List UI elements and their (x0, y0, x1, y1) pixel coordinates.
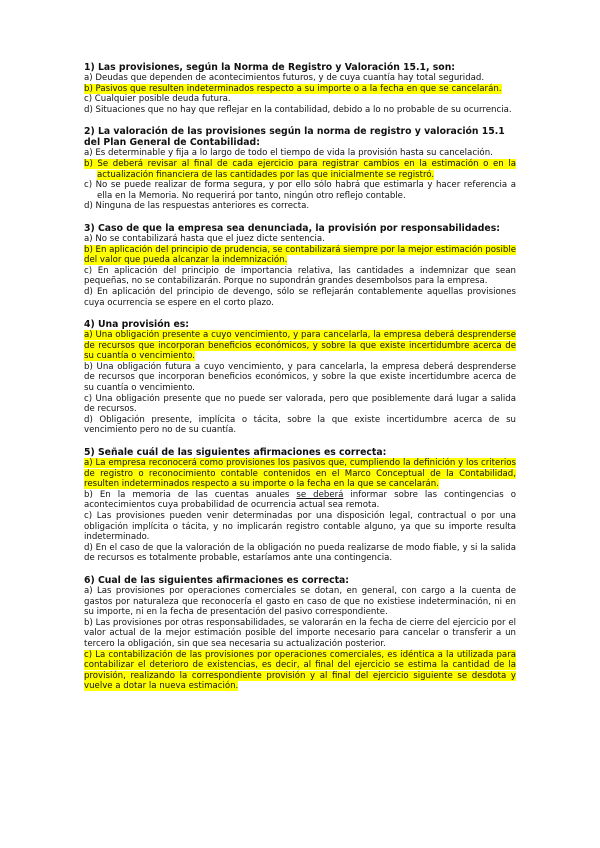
answer-option-highlighted: a) Una obligación presente a cuyo vencimiento, y para cancelarla, la empresa deberá desprenderse de recursos que incorporan beneficios económicos, y sobre la que existe incertidumbre acerca de su cuantía o vencimiento. (84, 330, 516, 362)
question-5 (84, 447, 516, 564)
question-title: 2) La valoración de las provisiones según la norma de registro y valoración 15.1 del Plan General de Contabilidad: (84, 126, 505, 149)
answer-option-highlighted: b) Se deberá revisar al final de cada ejercicio para registrar cambios en la estimación o en la actualización financiera de las cantidades por las que inicialmente se registró. (84, 158, 516, 180)
question-title: 3) Caso de que la empresa sea denunciada, la provisión por responsabilidades: (84, 222, 500, 234)
answer-option: a) Deudas que dependen de acontecimientos futuros, y de cuya cuantía hay total seguridad. (84, 73, 485, 83)
answer-option: b) En la memoria de las cuentas anuales se deberá informar sobre las contingencias o acontecimientos cuya probabilidad de ocurrencia actual sea remota. (84, 489, 517, 511)
question-title: 6) Cual de las siguientes afirmaciones es correcta: (84, 574, 350, 586)
answer-option-highlighted: a) La empresa reconocerá como provisiones los pasivos que, cumpliendo la definición y los criterios de registro o reconocimiento contable contenidos en el Marco Conceptual de la Contabilidad, resulten indeterminados respecto a su importe o la fecha en la que se cancelarán. (84, 458, 516, 490)
document-page (84, 62, 516, 703)
answer-option: d) Ninguna de las respuestas anteriores es correcta. (84, 201, 310, 212)
answer-option-highlighted: c) La contabilización de las provisiones por operaciones comerciales, es idéntica a la utilizada para contabilizar el deterioro de existencias, es decir, al final del ejercicio se estima la cantidad de la provisión, realizando la correspondiente provisión y al final del ejercicio siguiente se desdota y vuelve a dotar la nueva estimación. (84, 649, 516, 692)
answer-option-highlighted: b) Pasivos que resulten indeterminados respecto a su importe o a la fecha en que se cancelarán. (84, 83, 502, 94)
question-4 (84, 319, 516, 436)
question-1 (84, 62, 516, 115)
answer-option: c) Las provisiones pueden venir determinadas por una disposición legal, contractual o por una obligación implícita o tácita, y no implicarán registro contable alguno, ya que su importe resulta indeterminado. (84, 511, 516, 543)
question-2 (84, 126, 516, 212)
answer-option: d) En el caso de que la valoración de la obligación no pueda realizarse de modo fiable, y si la salida de recursos es totalmente probable, estaríamos ante una contingencia. (84, 542, 516, 564)
answer-option: a) Es determinable y fija a lo largo de todo el tiempo de vida la provisión hasta su cancelación. (84, 148, 493, 159)
answer-option: d) Obligación presente, implícita o tácita, sobre la que existe incertidumbre acerca de su vencimiento pero no de su cuantía. (84, 414, 516, 436)
answer-option: b) Una obligación futura a cuyo vencimiento, y para cancelarla, la empresa deberá desprenderse de recursos que incorporan beneficios económicos, y sobre la que existe incertidumbre acerca de su cuantía o vencimiento. (84, 361, 516, 394)
question-title: 5) Señale cuál de las siguientes afirmaciones es correcta: (84, 447, 387, 459)
question-6 (84, 575, 516, 692)
question-3 (84, 223, 516, 308)
answer-option: c) No se puede realizar de forma segura, y por ello sólo habrá que estimarla y hacer referencia a ella en la Memoria. No requerirá por tanto, ningún otro reflejo contable. (84, 180, 516, 201)
answer-option: c) En aplicación del principio de importancia relativa, las cantidades a indemnizar que sean pequeñas, no se contabilizarán. Porque no supondrán grandes desembolsos para la empresa. (84, 265, 516, 287)
question-title: 1) Las provisiones, según la Norma de Registro y Valoración 15.1, son: (84, 62, 456, 73)
answer-option: a) Las provisiones por operaciones comerciales se dotan, en general, con cargo a la cuenta de gastos por naturaleza que reconocería el gasto en caso de que no existiese indeterminación, ni en su importe, ni en la fecha de presentación del pasivo correspondiente. (84, 585, 516, 618)
question-title: 4) Una provisión es: (84, 319, 190, 331)
answer-option: d) Situaciones que no hay que reflejar en la contabilidad, debido a lo no probable de su ocurrencia. (84, 104, 512, 115)
answer-option: d) En aplicación del principio de devengo, sólo se reflejarán contablemente aquellas provisiones cuya ocurrencia se espere en el corto plazo. (84, 286, 516, 308)
answer-option: a) No se contabilizará hasta que el juez dicte sentencia. (84, 233, 325, 244)
answer-option-highlighted: b) En aplicación del principio de prudencia, se contabilizará siempre por la mejor estimación posible del valor que pueda alcanzar la indemnización. (84, 244, 516, 266)
underlined-text: se deberá (296, 489, 344, 500)
answer-option: c) Una obligación presente que no puede ser valorada, pero que posiblemente dará lugar a salida de recursos. (84, 393, 516, 415)
answer-option: c) Cualquier posible deuda futura. (84, 94, 231, 105)
answer-option: b) Las provisiones por otras responsabilidades, se valorarán en la fecha de cierre del ejercicio por el valor actual de la mejor estimación posible del importe necesario para cancelar o transferir a un tercero la obligación, sin que sea necesaria su actualización posterior. (84, 617, 516, 649)
